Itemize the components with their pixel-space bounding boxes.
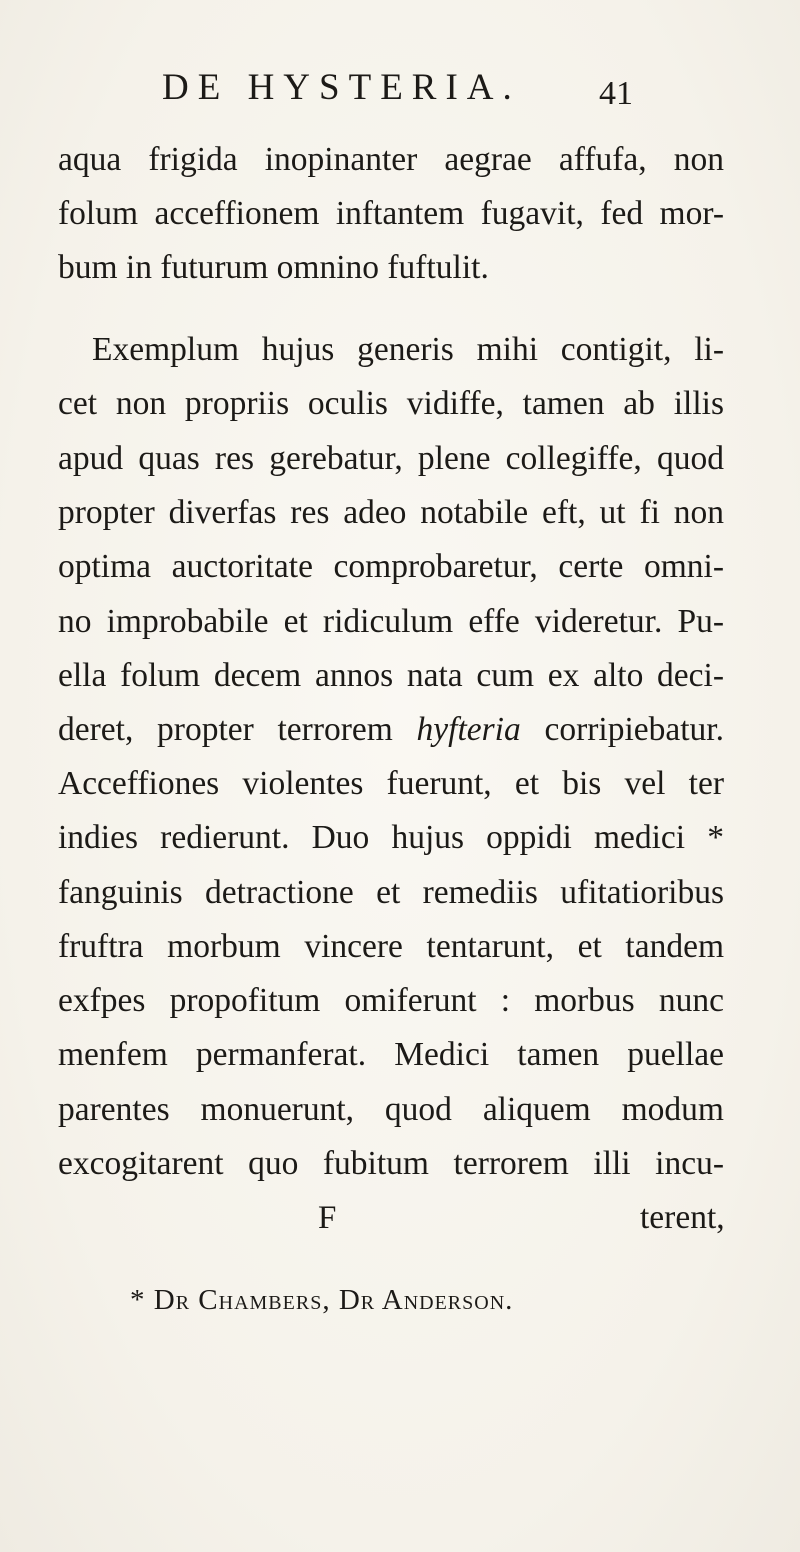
text-line: excogitarent quo fubitum terrorem illi incu- (58, 1145, 724, 1182)
text-line: fanguinis detractione et remediis ufitatioribus (58, 874, 724, 911)
text-line: propter diverfas res adeo notabile eft, ut fi non (58, 494, 724, 531)
text-fragment: deret, propter terrorem (58, 711, 417, 748)
text-line (58, 710, 724, 750)
running-head (162, 66, 682, 116)
text-line: parentes monuerunt, quod aliquem modum (58, 1091, 724, 1128)
text-line: ella folum decem annos nata cum ex alto deci- (58, 657, 724, 694)
text-line: fruftra morbum vincere tentarunt, et tandem (58, 928, 724, 965)
text-fragment: corripiebatur. (520, 711, 724, 748)
text-line: exfpes propofitum omiferunt : morbus nunc (58, 982, 724, 1019)
page-number: 41 (599, 75, 633, 112)
signature-mark: F (318, 1200, 337, 1236)
running-title: DE HYSTERIA. (162, 67, 521, 108)
text-line: optima auctoritate comprobaretur, certe omni- (58, 548, 724, 585)
text-line: indies redierunt. Duo hujus oppidi medici * (58, 819, 724, 856)
text-line: no improbabile et ridiculum effe videretur. Pu- (58, 603, 724, 640)
text-line: apud quas res gerebatur, plene collegiffe, quod (58, 440, 724, 477)
paragraph-start-line: Exemplum hujus generis mihi contigit, li- (92, 331, 724, 368)
text-line: folum acceffionem inftantem fugavit, fed mor- (58, 195, 724, 232)
catchword: terent, (640, 1199, 725, 1236)
text-line: cet non propriis oculis vidiffe, tamen ab illis (58, 385, 724, 422)
text-line: bum in futurum omnino fuftulit. (58, 249, 489, 286)
text-line: Acceffiones violentes fuerunt, et bis vel ter (58, 765, 724, 802)
text-line: aqua frigida inopinanter aegrae affufa, non (58, 141, 724, 178)
italic-term: hyfteria (416, 711, 521, 748)
footnote: * Dr Chambers, Dr Anderson. (130, 1284, 514, 1316)
text-line: menfem permanferat. Medici tamen puellae (58, 1036, 724, 1073)
catchword-row (0, 1198, 800, 1242)
